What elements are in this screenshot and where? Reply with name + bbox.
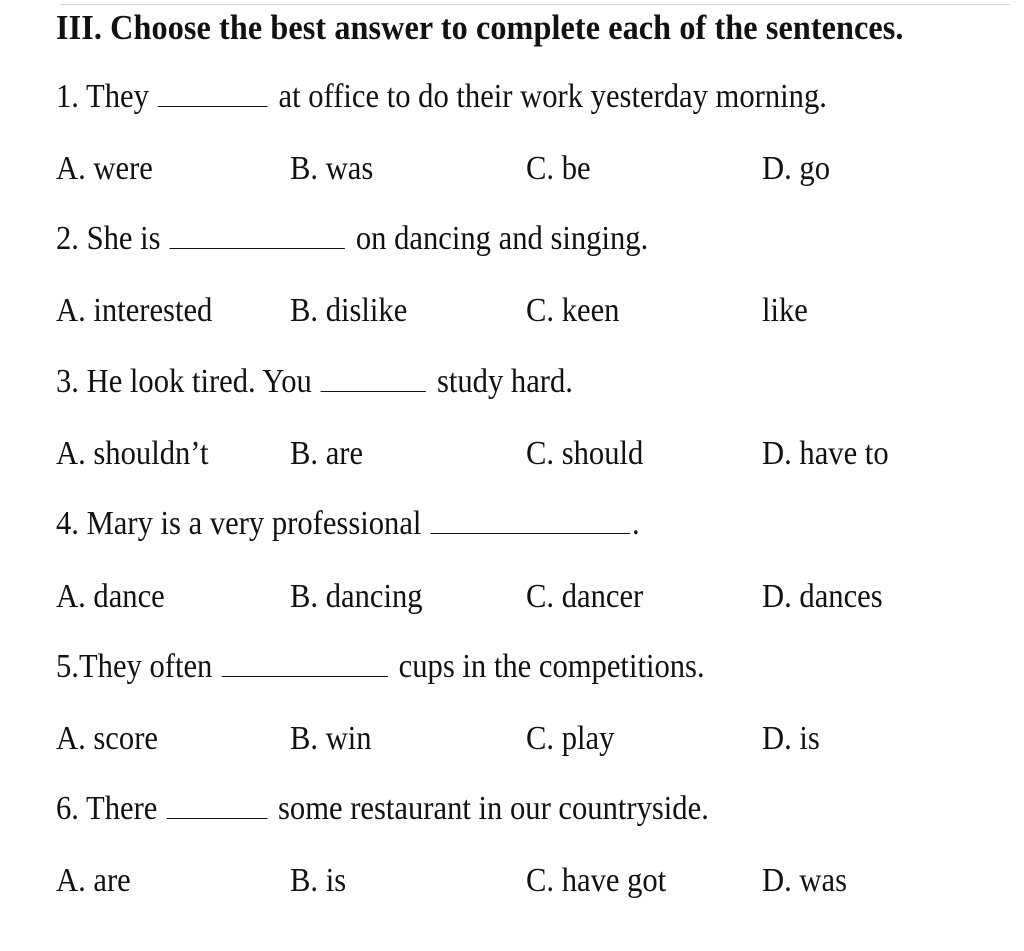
question-3-option-c[interactable]: C. should [526,435,644,472]
question-6 [56,790,709,828]
question-3-options [56,435,1016,479]
question-3-text-after: study hard. [436,363,573,400]
question-4-blank[interactable] [430,507,630,534]
question-1 [56,78,827,116]
question-2-option-c[interactable]: C. keen [526,292,620,329]
question-6-option-d[interactable]: D. was [762,862,847,899]
question-3-blank[interactable] [321,365,426,392]
question-5-option-d[interactable]: D. is [762,720,820,757]
question-2-option-a[interactable]: A. interested [56,292,213,329]
question-4-option-b[interactable]: B. dancing [290,578,423,615]
question-3-option-b[interactable]: B. are [290,435,364,472]
question-6-text-before: 6. There [56,790,158,827]
question-1-option-d[interactable]: D. go [762,150,831,187]
question-2-options [56,292,1016,336]
question-6-option-a[interactable]: A. are [56,862,131,899]
question-3-option-d[interactable]: D. have to [762,435,889,472]
question-6-text-after: some restaurant in our countryside. [278,790,709,827]
question-6-blank[interactable] [166,792,267,819]
question-5-text-before: 5.They often [56,648,213,685]
question-2 [56,220,648,258]
question-4-option-c[interactable]: C. dancer [526,578,644,615]
question-5-option-a[interactable]: A. score [56,720,158,757]
question-5-option-c[interactable]: C. play [526,720,615,757]
question-1-blank[interactable] [158,80,268,107]
question-4-option-d[interactable]: D. dances [762,578,883,615]
question-2-blank[interactable] [170,222,346,249]
question-1-option-b[interactable]: B. was [290,150,374,187]
question-4-text-before: 4. Mary is a very professional [56,505,422,542]
question-6-option-b[interactable]: B. is [290,862,347,899]
question-2-option-d[interactable]: like [762,292,808,329]
question-1-text-after: at office to do their work yesterday morning. [278,78,827,115]
question-6-options [56,862,1016,906]
question-2-text-after: on dancing and singing. [355,220,649,257]
question-1-text-before: 1. They [56,78,149,115]
exercise-heading: III. Choose the best answer to complete each of the sentences. [56,8,904,47]
question-5 [56,648,705,686]
question-5-option-b[interactable]: B. win [290,720,372,757]
question-4-options [56,578,1016,622]
question-4-text-after: . [632,505,640,542]
question-5-blank[interactable] [221,650,387,677]
question-3-option-a[interactable]: A. shouldn’t [56,435,209,472]
question-1-option-a[interactable]: A. were [56,150,153,187]
question-2-option-b[interactable]: B. dislike [290,292,408,329]
question-2-text-before: 2. She is [56,220,161,257]
question-1-option-c[interactable]: C. be [526,150,591,187]
question-4 [56,505,640,543]
question-5-options [56,720,1016,764]
question-6-option-c[interactable]: C. have got [526,862,667,899]
question-1-options [56,150,1016,194]
question-3 [56,363,573,401]
top-divider [60,4,1010,5]
question-4-option-a[interactable]: A. dance [56,578,165,615]
question-5-text-after: cups in the competitions. [398,648,705,685]
question-3-text-before: 3. He look tired. You [56,363,312,400]
